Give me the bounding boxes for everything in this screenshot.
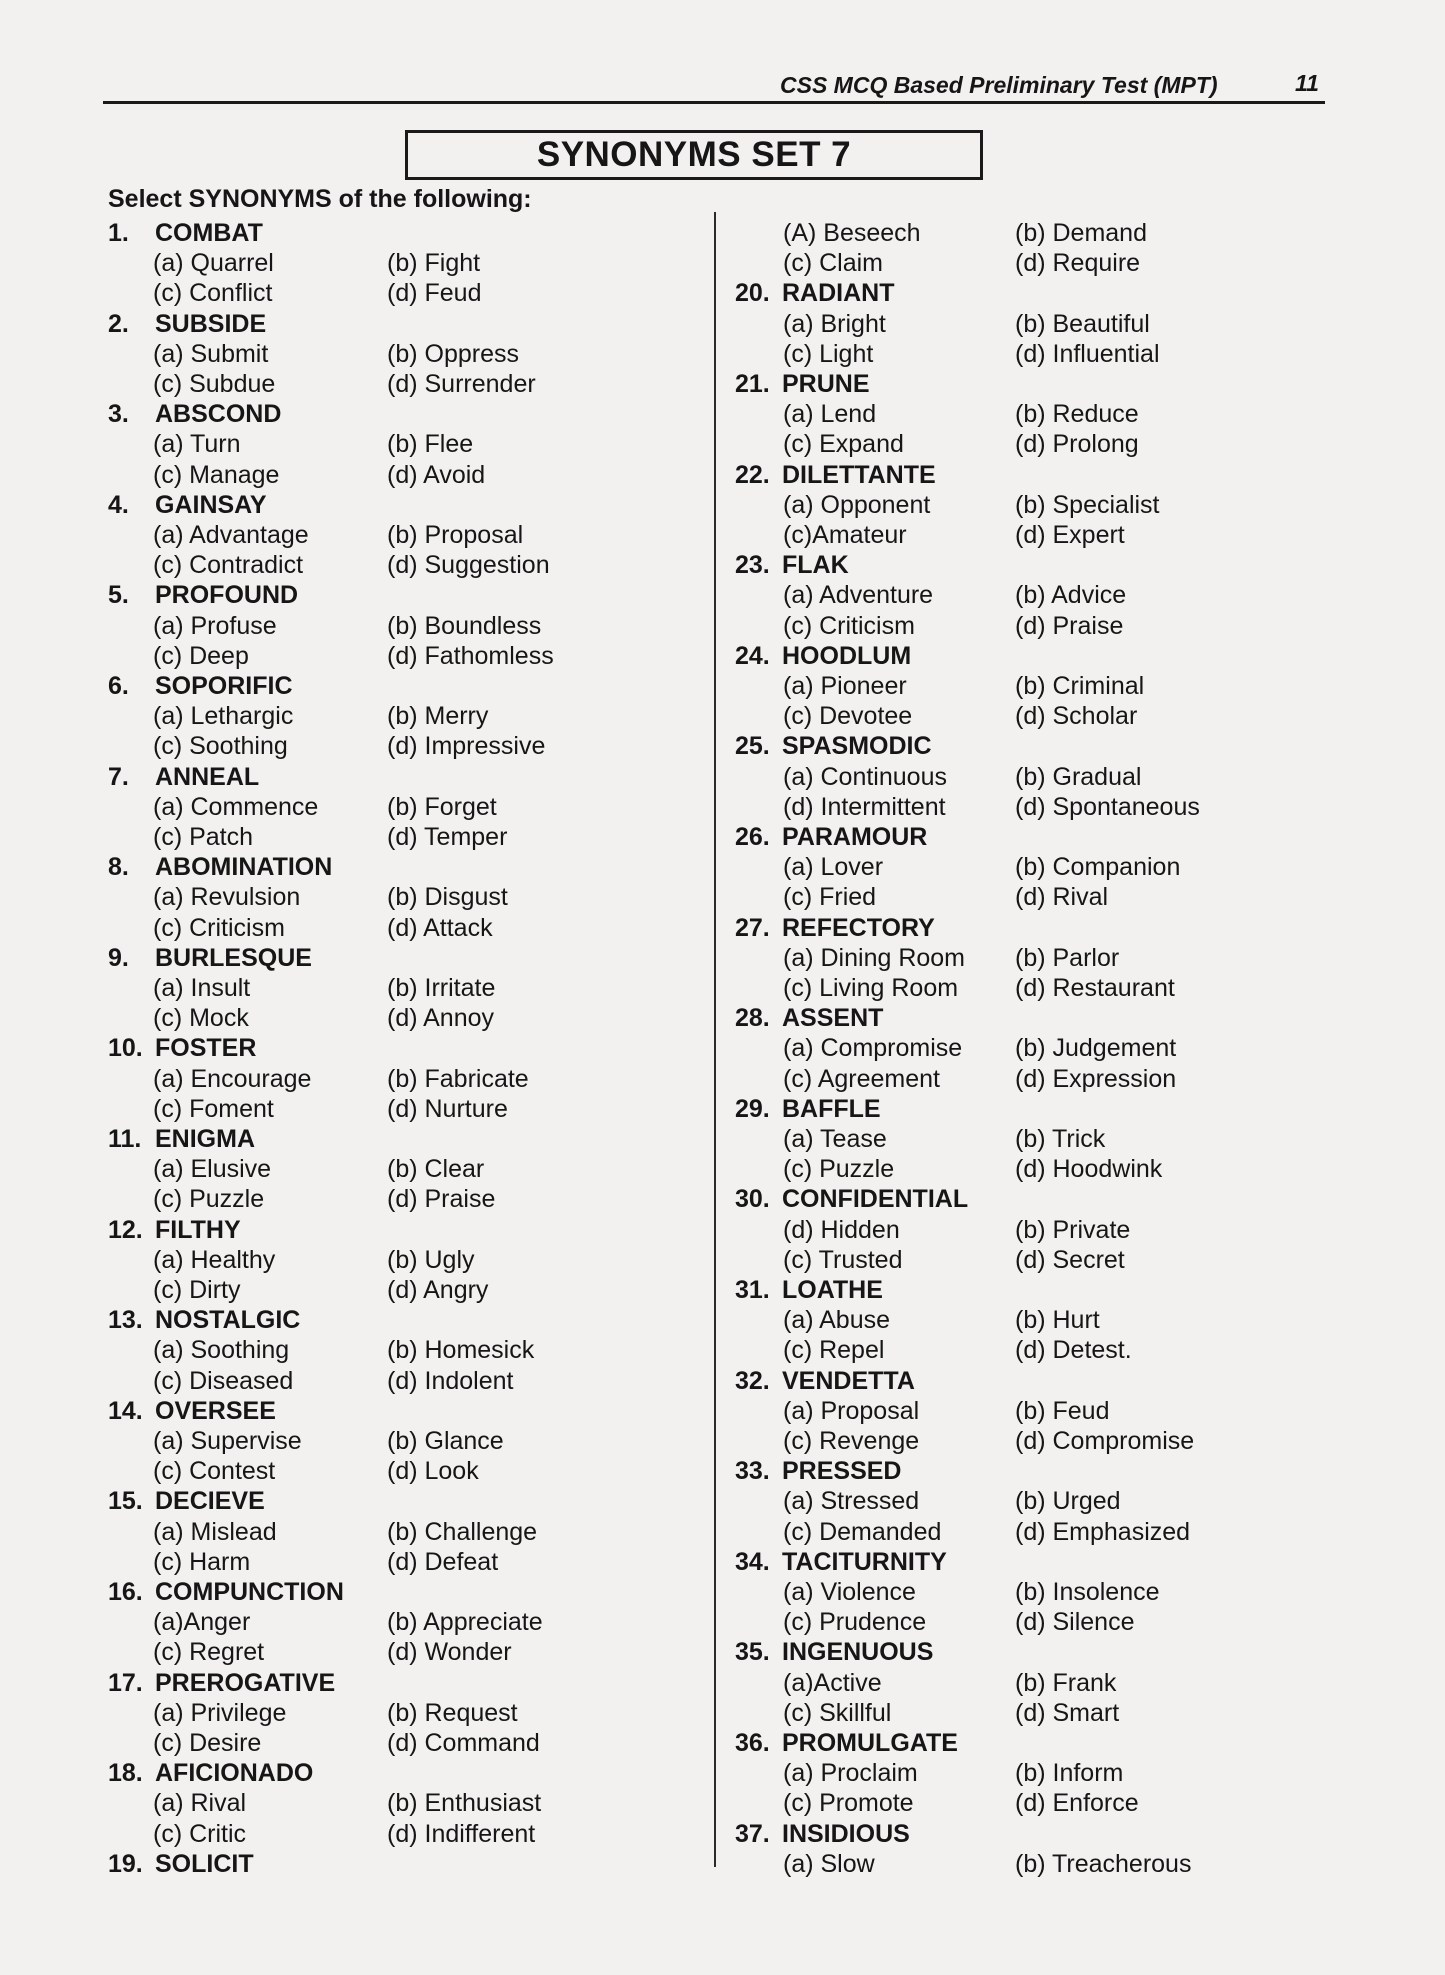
option: (c) Demanded [783,1517,942,1546]
option: (c) Repel [783,1336,885,1365]
option: (c) Harm [153,1547,251,1576]
option: (a) Submit [153,339,269,368]
option: (b) Challenge [387,1517,538,1546]
question-word: BAFFLE [782,1094,881,1123]
option: (a) Abuse [783,1306,891,1335]
column-divider [714,212,716,1867]
question-word: COMPUNCTION [155,1578,344,1606]
option: (b) Advice [1015,581,1127,610]
option: (b) Disgust [387,883,508,912]
option: (c)Amateur [783,521,907,549]
question-word: AFICIONADO [155,1759,314,1788]
option: (b) Urged [1015,1487,1121,1516]
question-number: 32. [735,1366,770,1395]
question-word: ASSENT [782,1004,884,1033]
option: (b) Feud [1015,1396,1110,1425]
question-word: DILETTANTE [782,460,936,489]
page-title: SYNONYMS SET 7 [536,135,852,174]
option: (d) Compromise [1015,1427,1195,1455]
option: (c) Subdue [153,370,276,398]
option: (c) Critic [153,1819,247,1848]
option: (a) Lover [783,853,884,882]
question-number: 1. [108,219,129,247]
option: (a) Encourage [153,1064,312,1093]
question-word: VENDETTA [782,1366,915,1395]
option: (a) Bright [783,309,886,338]
option: (b) Ugly [387,1245,475,1274]
question-number: 12. [108,1215,143,1244]
question-word: ENIGMA [155,1125,255,1153]
question-word: REFECTORY [782,913,935,942]
option: (c) Criticism [783,611,915,640]
option: (c) Regret [153,1638,265,1667]
question-word: PARAMOUR [782,823,928,851]
question-number: 35. [735,1638,770,1667]
option: (d) Fathomless [387,641,554,670]
option: (a) Lend [783,400,877,429]
option: (c) Devotee [783,702,913,731]
option: (d) Silence [1015,1608,1135,1637]
option: (a) Revulsion [153,883,301,912]
option: (d) Spontaneous [1015,792,1200,821]
option: (d) Wonder [387,1638,512,1667]
question-word: CONFIDENTIAL [782,1185,969,1214]
question-number: 24. [735,641,770,670]
option: (d) Command [387,1729,540,1757]
option: (d) Scholar [1015,702,1138,731]
option: (a) Advantage [153,521,309,549]
question-number: 20. [735,279,770,308]
option: (c) Agreement [783,1064,941,1093]
question-word: ABOMINATION [155,853,333,882]
option: (b) Homesick [387,1336,535,1365]
option: (b) Private [1015,1215,1131,1244]
option: (a) Mislead [153,1517,277,1546]
option: (a) Turn [153,430,241,459]
question-word: OVERSEE [155,1396,276,1425]
question-number: 19. [108,1849,143,1878]
option: (c) Patch [153,823,254,851]
question-word: SOPORIFIC [155,672,293,700]
question-word: PRUNE [782,370,870,398]
option: (c) Trusted [783,1245,903,1274]
option: (d) Enforce [1015,1789,1139,1818]
question-number: 37. [735,1819,770,1848]
option: (a)Anger [153,1608,251,1637]
question-number: 5. [108,581,129,610]
question-number: 18. [108,1759,143,1788]
option: (d) Indifferent [387,1819,536,1848]
option: (d) Defeat [387,1547,499,1576]
option: (b) Forget [387,792,497,821]
question-number: 9. [108,943,129,972]
option: (c) Contradict [153,551,304,580]
option: (a)Active [783,1668,882,1697]
option: (b) Frank [1015,1668,1117,1697]
question-word: GAINSAY [155,490,267,519]
option: (d) Influential [1015,339,1160,368]
option: (c) Living Room [783,974,959,1002]
title-box [405,130,983,180]
option: (c) Skillful [783,1698,892,1727]
option: (c) Conflict [153,279,273,308]
option: (c) Light [783,339,874,368]
option: (d) Temper [387,823,508,851]
option: (a) Soothing [153,1336,290,1365]
option: (d) Indolent [387,1366,514,1395]
option: (d) Feud [387,279,482,308]
question-word: HOODLUM [782,641,912,670]
question-word: SPASMODIC [782,732,932,761]
option: (a) Insult [153,974,251,1002]
question-number: 28. [735,1004,770,1033]
option: (b) Flee [387,430,474,459]
option: (d) Attack [387,913,493,942]
option: (c) Contest [153,1457,276,1486]
question-number: 13. [108,1306,143,1335]
option: (c) Mock [153,1004,249,1033]
option: (b) Trick [1015,1125,1106,1153]
option: (d) Look [387,1457,479,1486]
option: (d) Praise [1015,611,1124,640]
option: (b) Request [387,1698,518,1727]
option: (a) Supervise [153,1427,302,1455]
option: (a) Commence [153,792,319,821]
option: (c) Diseased [153,1366,294,1395]
option: (b) Hurt [1015,1306,1100,1335]
option: (a) Compromise [783,1034,963,1063]
question-number: 29. [735,1094,770,1123]
option: (b) Judgement [1015,1034,1177,1063]
option: (c) Dirty [153,1276,241,1304]
question-word: SUBSIDE [155,309,267,338]
question-number: 8. [108,853,129,882]
option: (d) Suggestion [387,551,550,580]
option: (a) Continuous [783,762,947,791]
question-number: 31. [735,1276,770,1304]
option: (a) Quarrel [153,249,274,278]
option: (d) Intermittent [783,792,946,821]
option: (c) Puzzle [153,1185,265,1214]
question-number: 4. [108,490,129,519]
question-word: PROMULGATE [782,1729,958,1757]
question-number: 16. [108,1578,143,1606]
question-word: COMBAT [155,219,263,247]
option: (d) Surrender [387,370,536,398]
option: (c) Expand [783,430,904,459]
option: (d) Hidden [783,1215,900,1244]
option: (d) Impressive [387,732,546,761]
option: (c) Puzzle [783,1155,895,1184]
option: (d) Angry [387,1276,489,1304]
option: (b) Demand [1015,219,1147,247]
option: (b) Clear [387,1155,485,1184]
option: (b) Beautiful [1015,309,1150,338]
option: (b) Appreciate [387,1608,543,1637]
question-word: PRESSED [782,1457,902,1486]
question-word: TACITURNITY [782,1547,947,1576]
option: (d) Detest. [1015,1336,1132,1365]
instruction: Select SYNONYMS of the following: [108,185,532,213]
option: (d) Prolong [1015,430,1139,459]
option: (a) Lethargic [153,702,294,731]
question-number: 26. [735,823,770,851]
question-number: 6. [108,672,129,700]
option: (a) Healthy [153,1245,276,1274]
question-word: FILTHY [155,1215,241,1244]
question-word: LOATHE [782,1276,883,1304]
option: (c) Revenge [783,1427,920,1455]
option: (d) Emphasized [1015,1517,1191,1546]
option: (c) Foment [153,1094,274,1123]
option: (d) Secret [1015,1245,1125,1274]
option: (c) Desire [153,1729,262,1757]
option: (a) Opponent [783,490,931,519]
option: (b) Fight [387,249,481,278]
option: (b) Insolence [1015,1578,1160,1606]
option: (b) Irritate [387,974,496,1002]
option: (d) Annoy [387,1004,495,1033]
option: (d) Nurture [387,1094,508,1123]
question-number: 17. [108,1668,143,1697]
option: (c) Prudence [783,1608,927,1637]
question-number: 21. [735,370,770,398]
option: (a) Rival [153,1789,247,1818]
option: (c) Criticism [153,913,285,942]
option: (b) Fabricate [387,1064,529,1093]
option: (d) Require [1015,249,1141,278]
question-number: 15. [108,1487,143,1516]
option: (a) Privilege [153,1698,287,1727]
option: (b) Companion [1015,853,1181,882]
option: (d) Hoodwink [1015,1155,1163,1184]
question-word: INGENUOUS [782,1638,934,1667]
option: (b) Specialist [1015,490,1160,519]
option: (A) Beseech [783,219,921,247]
option: (b) Reduce [1015,400,1139,429]
question-number: 36. [735,1729,770,1757]
option: (c) Manage [153,460,280,489]
option: (b) Gradual [1015,762,1142,791]
option: (c) Deep [153,641,249,670]
question-word: RADIANT [782,279,895,308]
option: (b) Enthusiast [387,1789,542,1818]
option: (a) Elusive [153,1155,272,1184]
option: (a) Slow [783,1849,875,1878]
option: (a) Proposal [783,1396,920,1425]
option: (b) Oppress [387,339,519,368]
page-number: 11 [1295,70,1319,96]
question-word: ABSCOND [155,400,282,429]
question-number: 3. [108,400,129,429]
option: (b) Merry [387,702,489,731]
header-rule [103,101,1325,104]
running-header: CSS MCQ Based Preliminary Test (MPT) [780,72,1218,98]
option: (d) Rival [1015,883,1109,912]
question-number: 33. [735,1457,770,1486]
option: (d) Expert [1015,521,1125,549]
question-number: 10. [108,1034,143,1063]
question-word: PROFOUND [155,581,299,610]
question-word: INSIDIOUS [782,1819,910,1848]
option: (c) Soothing [153,732,288,761]
option: (b) Criminal [1015,672,1145,700]
question-number: 14. [108,1396,143,1425]
question-number: 27. [735,913,770,942]
option: (b) Boundless [387,611,542,640]
question-word: ANNEAL [155,762,260,791]
option: (b) Parlor [1015,943,1120,972]
option: (a) Violence [783,1578,916,1606]
option: (b) Treacherous [1015,1849,1192,1878]
option: (b) Proposal [387,521,524,549]
option: (a) Dining Room [783,943,966,972]
question-word: NOSTALGIC [155,1306,301,1335]
question-word: BURLESQUE [155,943,312,972]
option: (a) Proclaim [783,1759,918,1788]
option: (d) Restaurant [1015,974,1175,1002]
option: (d) Expression [1015,1064,1177,1093]
option: (c) Claim [783,249,883,278]
option: (d) Praise [387,1185,496,1214]
option: (c) Promote [783,1789,914,1818]
option: (b) Glance [387,1427,504,1455]
question-number: 2. [108,309,129,338]
option: (b) Inform [1015,1759,1124,1788]
question-number: 22. [735,460,770,489]
option: (a) Stressed [783,1487,920,1516]
question-number: 23. [735,551,770,580]
option: (a) Adventure [783,581,934,610]
option: (d) Smart [1015,1698,1120,1727]
question-number: 11. [108,1125,142,1153]
option: (c) Fried [783,883,877,912]
question-number: 30. [735,1185,770,1214]
option: (d) Avoid [387,460,486,489]
question-number: 7. [108,762,129,791]
option: (a) Tease [783,1125,887,1153]
question-word: PREROGATIVE [155,1668,336,1697]
question-number: 34. [735,1547,770,1576]
question-word: FOSTER [155,1034,257,1063]
option: (a) Pioneer [783,672,907,700]
question-word: DECIEVE [155,1487,265,1516]
question-word: FLAK [782,551,849,580]
option: (a) Profuse [153,611,277,640]
question-word: SOLICIT [155,1849,254,1878]
question-number: 25. [735,732,770,761]
